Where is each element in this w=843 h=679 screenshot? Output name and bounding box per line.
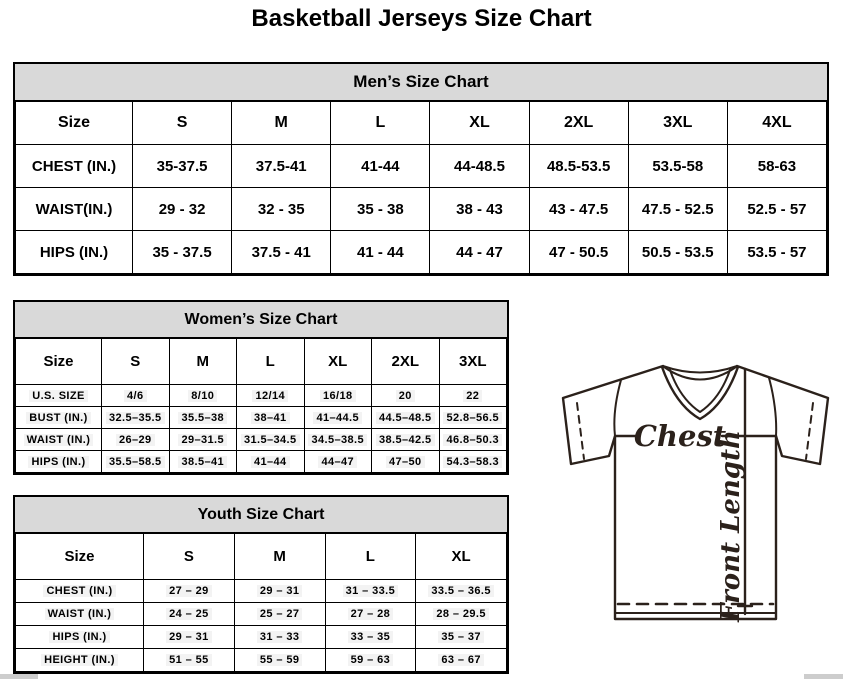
table-row	[16, 145, 827, 188]
table-row	[16, 385, 507, 407]
table-row	[16, 580, 507, 603]
size-cell: 35.5–38	[169, 407, 237, 429]
mens-table	[15, 101, 827, 274]
size-cell: 41-44	[331, 145, 430, 188]
size-col-header: L	[237, 339, 305, 385]
row-label: WAIST (IN.)	[16, 603, 144, 626]
size-cell: 59 – 63	[325, 649, 416, 672]
size-cell: 38 - 43	[430, 188, 529, 231]
front-length-label: Front Length	[716, 430, 746, 622]
size-cell: 35-37.5	[133, 145, 232, 188]
size-cell: 20	[372, 385, 440, 407]
table-row	[16, 626, 507, 649]
size-cell: 50.5 - 53.5	[628, 231, 727, 274]
size-cell: 31 – 33	[234, 626, 325, 649]
size-cell: 16/18	[304, 385, 372, 407]
youth-table	[15, 533, 507, 672]
size-col-header: M	[232, 102, 331, 145]
youth-chart-title: Youth Size Chart	[15, 497, 507, 533]
table-row	[16, 407, 507, 429]
size-cell: 31.5–34.5	[237, 429, 305, 451]
page-title: Basketball Jerseys Size Chart	[251, 5, 592, 32]
size-corner-header: Size	[16, 339, 102, 385]
size-cell: 24 – 25	[144, 603, 235, 626]
size-cell: 48.5-53.5	[529, 145, 628, 188]
size-cell: 38.5–42.5	[372, 429, 440, 451]
size-col-header: L	[325, 534, 416, 580]
size-cell: 63 – 67	[416, 649, 507, 672]
row-label: HIPS (IN.)	[16, 231, 133, 274]
youth-size-chart	[13, 495, 509, 674]
row-label: HIPS (IN.)	[16, 626, 144, 649]
table-row	[16, 231, 827, 274]
size-col-header: XL	[304, 339, 372, 385]
mens-size-chart	[13, 62, 829, 276]
size-col-header: 3XL	[439, 339, 507, 385]
size-cell: 44 - 47	[430, 231, 529, 274]
size-cell: 4/6	[102, 385, 170, 407]
size-cell: 22	[439, 385, 507, 407]
table-row	[16, 603, 507, 626]
size-cell: 8/10	[169, 385, 237, 407]
size-cell: 44.5–48.5	[372, 407, 440, 429]
table-row	[16, 451, 507, 473]
row-label: HIPS (IN.)	[16, 451, 102, 473]
size-col-header: 2XL	[529, 102, 628, 145]
size-cell: 32.5–35.5	[102, 407, 170, 429]
size-cell: 27 – 28	[325, 603, 416, 626]
size-cell: 32 - 35	[232, 188, 331, 231]
size-cell: 58-63	[727, 145, 826, 188]
size-col-header: M	[234, 534, 325, 580]
size-cell: 41–44	[237, 451, 305, 473]
row-label: WAIST (IN.)	[16, 429, 102, 451]
youth-header-row	[16, 534, 507, 580]
size-cell: 34.5–38.5	[304, 429, 372, 451]
size-cell: 31 – 33.5	[325, 580, 416, 603]
size-cell: 29–31.5	[169, 429, 237, 451]
size-cell: 29 – 31	[234, 580, 325, 603]
horizontal-scrollbar-fragment-left[interactable]	[0, 674, 38, 679]
size-cell: 53.5 - 57	[727, 231, 826, 274]
size-cell: 26–29	[102, 429, 170, 451]
size-cell: 27 – 29	[144, 580, 235, 603]
size-cell: 35.5–58.5	[102, 451, 170, 473]
size-cell: 35 - 38	[331, 188, 430, 231]
size-corner-header: Size	[16, 102, 133, 145]
row-label: CHEST (IN.)	[16, 580, 144, 603]
size-col-header: S	[102, 339, 170, 385]
size-col-header: 4XL	[727, 102, 826, 145]
size-cell: 37.5-41	[232, 145, 331, 188]
size-cell: 33 – 35	[325, 626, 416, 649]
horizontal-scrollbar-fragment-right[interactable]	[804, 674, 843, 679]
size-cell: 29 – 31	[144, 626, 235, 649]
row-label: CHEST (IN.)	[16, 145, 133, 188]
size-cell: 37.5 - 41	[232, 231, 331, 274]
size-cell: 41 - 44	[331, 231, 430, 274]
size-col-header: XL	[416, 534, 507, 580]
size-cell: 44–47	[304, 451, 372, 473]
size-col-header: S	[133, 102, 232, 145]
row-label: U.S. SIZE	[16, 385, 102, 407]
size-cell: 25 – 27	[234, 603, 325, 626]
size-cell: 47–50	[372, 451, 440, 473]
size-cell: 33.5 – 36.5	[416, 580, 507, 603]
size-col-header: 3XL	[628, 102, 727, 145]
row-label: WAIST(IN.)	[16, 188, 133, 231]
size-cell: 12/14	[237, 385, 305, 407]
table-row	[16, 649, 507, 672]
womens-header-row	[16, 339, 507, 385]
size-corner-header: Size	[16, 534, 144, 580]
size-cell: 38.5–41	[169, 451, 237, 473]
womens-table	[15, 338, 507, 473]
chest-label: Chest	[633, 419, 727, 453]
size-cell: 35 - 37.5	[133, 231, 232, 274]
size-cell: 54.3–58.3	[439, 451, 507, 473]
table-row	[16, 429, 507, 451]
size-col-header: S	[144, 534, 235, 580]
size-cell: 51 – 55	[144, 649, 235, 672]
size-cell: 28 – 29.5	[416, 603, 507, 626]
size-cell: 47 - 50.5	[529, 231, 628, 274]
row-label: HEIGHT (IN.)	[16, 649, 144, 672]
womens-size-chart	[13, 300, 509, 475]
size-cell: 43 - 47.5	[529, 188, 628, 231]
size-cell: 38–41	[237, 407, 305, 429]
size-cell: 44-48.5	[430, 145, 529, 188]
jersey-diagram	[552, 356, 837, 628]
size-cell: 46.8–50.3	[439, 429, 507, 451]
size-cell: 41–44.5	[304, 407, 372, 429]
size-cell: 35 – 37	[416, 626, 507, 649]
size-cell: 52.8–56.5	[439, 407, 507, 429]
size-cell: 52.5 - 57	[727, 188, 826, 231]
size-cell: 53.5-58	[628, 145, 727, 188]
mens-header-row	[16, 102, 827, 145]
mens-chart-title: Men’s Size Chart	[15, 64, 827, 101]
jersey-outline	[563, 366, 828, 619]
size-cell: 29 - 32	[133, 188, 232, 231]
table-row	[16, 188, 827, 231]
row-label: BUST (IN.)	[16, 407, 102, 429]
womens-chart-title: Women’s Size Chart	[15, 302, 507, 338]
size-cell: 55 – 59	[234, 649, 325, 672]
size-col-header: M	[169, 339, 237, 385]
size-cell: 47.5 - 52.5	[628, 188, 727, 231]
size-col-header: 2XL	[372, 339, 440, 385]
size-col-header: XL	[430, 102, 529, 145]
size-col-header: L	[331, 102, 430, 145]
